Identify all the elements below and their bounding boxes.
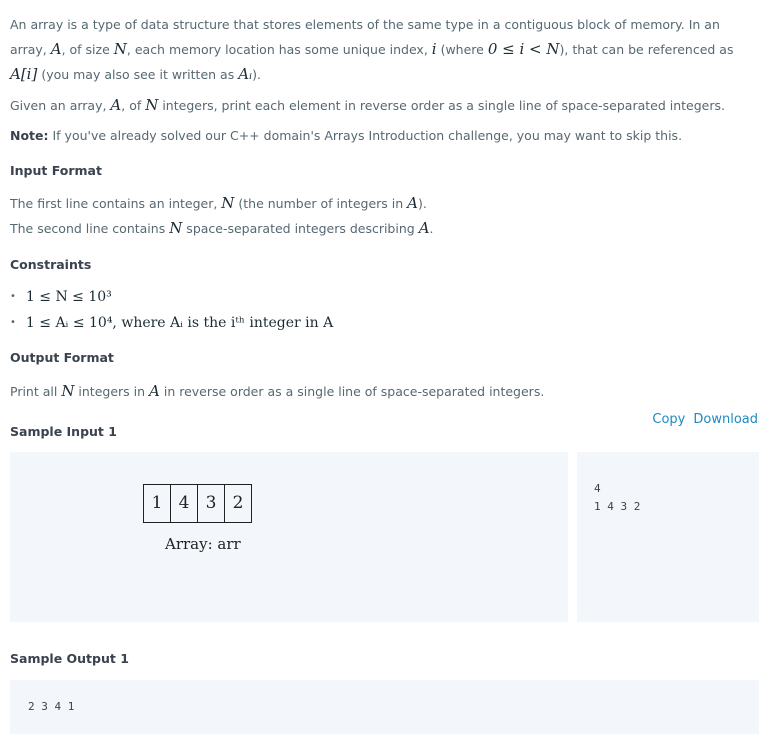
- sample-output-code: [10, 680, 759, 734]
- download-link[interactable]: Download: [693, 412, 758, 427]
- intro-paragraph: An array is a type of data structure that stores elements of the same type in a contiguous block of memory. In an array, A, of size N, each memory location has some unique index, i (where 0 ≤ i < N), that can be referenced as A[i] (you may also see it written as Aᵢ).: [10, 17, 734, 83]
- array-caption: Array: arr: [165, 535, 241, 553]
- sample-input-heading: Sample Input 1: [10, 424, 117, 439]
- sample-actions: [644, 412, 758, 427]
- output-format-line: Print all N integers in A in reverse order as a single line of space-separated integers.: [10, 382, 545, 400]
- code-line: 1 4 3 2: [594, 500, 641, 513]
- constraint-item: • 1 ≤ N ≤ 10³: [10, 289, 112, 305]
- array-diagram: [143, 484, 252, 523]
- task-paragraph: Given an array, A, of N integers, print each element in reverse order as a single line of space-separated integers.: [10, 96, 725, 114]
- input-format-heading: Input Format: [10, 163, 102, 178]
- constraint-item: • 1 ≤ Aᵢ ≤ 10⁴, where Aᵢ is the iᵗʰ integer in A: [10, 315, 334, 331]
- array-cell: 3: [198, 485, 225, 522]
- array-cell: 4: [171, 485, 198, 522]
- input-format-line-2: The second line contains N space-separated integers describing A.: [10, 219, 434, 237]
- input-format-line-1: The first line contains an integer, N (the number of integers in A).: [10, 194, 427, 212]
- code-line: 2 3 4 1: [28, 700, 75, 713]
- array-cell: 2: [232, 493, 244, 513]
- array-illustration: [10, 452, 568, 622]
- note-paragraph: Note: If you've already solved our C++ domain's Arrays Introduction challenge, you may want to skip this.: [10, 128, 683, 143]
- constraints-list: [10, 284, 333, 336]
- array-cell: 1: [144, 485, 171, 522]
- note-label: Note:: [10, 128, 49, 143]
- constraints-heading: Constraints: [10, 257, 92, 272]
- code-line: 4: [594, 482, 601, 495]
- output-format-heading: Output Format: [10, 350, 114, 365]
- sample-output-heading: Sample Output 1: [10, 651, 129, 666]
- copy-link[interactable]: Copy: [652, 412, 686, 427]
- sample-input-code: [577, 452, 759, 622]
